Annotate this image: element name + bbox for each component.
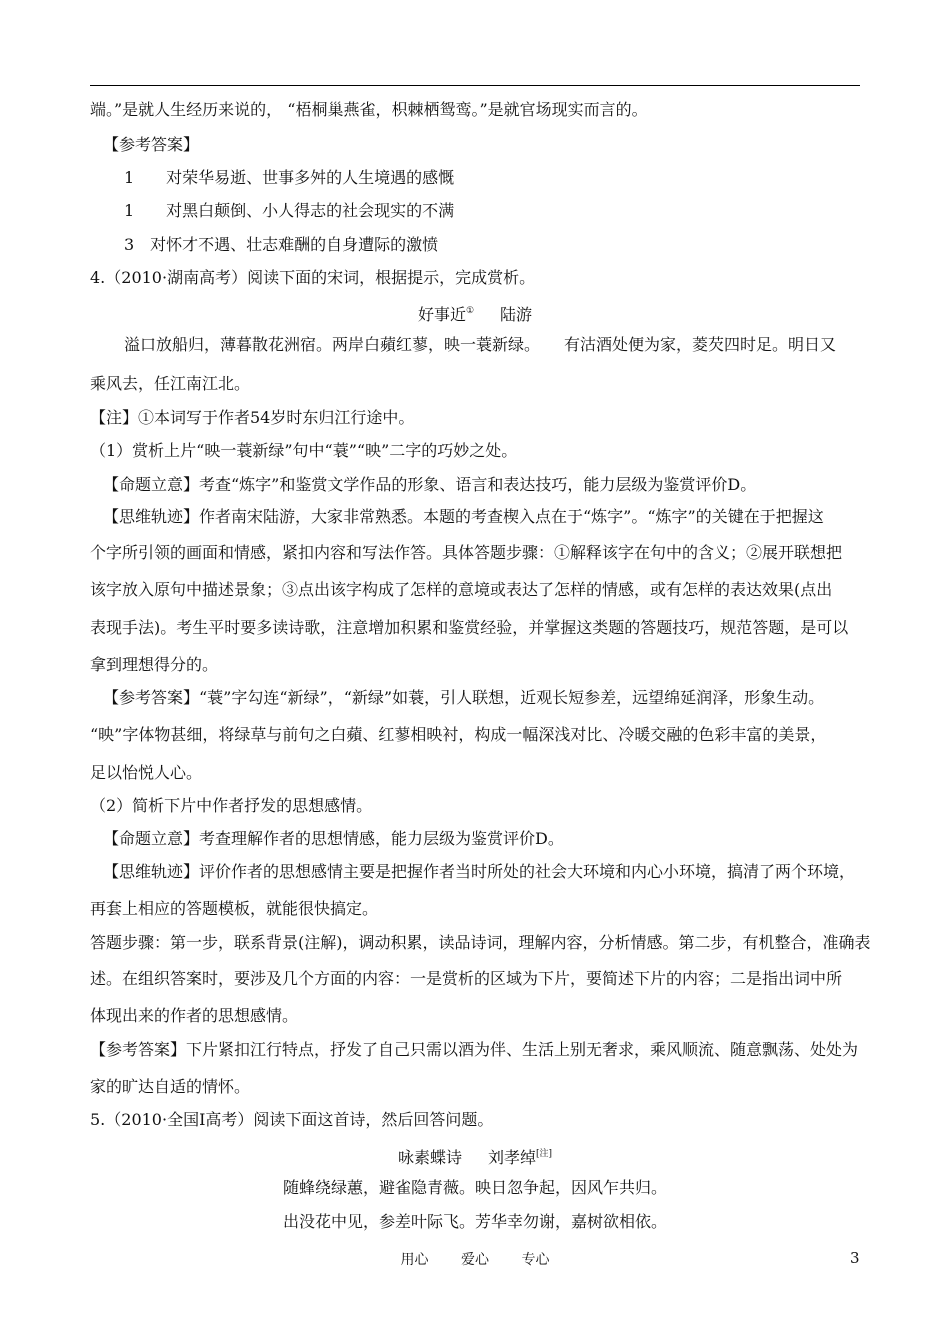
question-heading: 5.（2010·全国Ⅰ高考）阅读下面这首诗，然后回答问题。 bbox=[90, 1110, 494, 1129]
text-line: 端。”是就人生经历来说的， “梧桐巢燕雀，枳棘栖鸳鸾。”是就官场现实而言的。 bbox=[90, 100, 648, 119]
poem-author: 刘孝绰 bbox=[487, 1148, 536, 1167]
poem-text: 出没花中见，参差叶际飞。芳华幸勿谢，嘉树欲相依。 bbox=[282, 1212, 667, 1231]
note-line: 【注】①本词写于作者54岁时东归江行途中。 bbox=[90, 408, 415, 427]
footnote-mark: ① bbox=[465, 306, 475, 316]
footnote-mark: [注] bbox=[536, 1149, 553, 1159]
answer-item: 3 对怀才不遇、壮志难酬的自身遭际的激愤 bbox=[124, 235, 439, 254]
header-rule bbox=[90, 85, 860, 86]
answer-item: 1 对荣华易逝、世事多舛的人生境遇的感慨 bbox=[124, 168, 455, 187]
text-line: 【命题立意】考查理解作者的思想情感，能力层级为鉴赏评价D。 bbox=[103, 829, 564, 848]
text-line: 【命题立意】考查“炼字”和鉴赏文学作品的形象、语言和表达技巧，能力层级为鉴赏评价D。 bbox=[103, 475, 757, 494]
poem-text: 随蜂绕绿蕙，避雀隐青薇。映日忽争起，因风乍共归。 bbox=[282, 1178, 667, 1197]
poem-title-line bbox=[90, 301, 860, 325]
footer-text: 用心 bbox=[400, 1252, 429, 1268]
text-line: 表现手法)。考生平时要多读诗歌，注意增加积累和鉴赏经验，并掌握这类题的答题技巧，规范答题，是可以 bbox=[90, 618, 849, 637]
text-line: 拿到理想得分的。 bbox=[90, 655, 219, 674]
text-line: 再套上相应的答题模板，就能很快搞定。 bbox=[90, 899, 379, 918]
page-number: 3 bbox=[850, 1249, 860, 1267]
page-footer bbox=[0, 1249, 950, 1269]
text-line: 该字放入原句中描述景象；③点出该字构成了怎样的意境或表达了怎样的情感，或有怎样的表达效果(点出 bbox=[90, 580, 833, 599]
sub-question: （1）赏析上片“映一蓑新绿”句中“蓑”“映”二字的巧妙之处。 bbox=[90, 441, 518, 460]
poem-title-line bbox=[90, 1144, 860, 1168]
text-line: 个字所引领的画面和情感，紧扣内容和写法作答。具体答题步骤：①解释该字在句中的含义；②展开联想把 bbox=[90, 543, 843, 562]
answer-item: 1 对黑白颠倒、小人得志的社会现实的不满 bbox=[124, 201, 455, 220]
poem-author: 陆游 bbox=[500, 305, 533, 324]
poem-title: 好事近 bbox=[417, 305, 466, 324]
text-line: 【思维轨迹】评价作者的思想感情主要是把握作者当时所处的社会大环境和内心小环境，搞清了两个环境， bbox=[103, 862, 856, 881]
text-line: 家的旷达自适的情怀。 bbox=[90, 1077, 251, 1096]
question-heading: 4.（2010·湖南高考）阅读下面的宋词，根据提示，完成赏析。 bbox=[90, 268, 536, 287]
text-line: 【参考答案】下片紧扣江行特点，抒发了自己只需以酒为伴、生活上别无奢求，乘风顺流、随意飘荡、处处为 bbox=[90, 1040, 859, 1059]
answer-heading: 【参考答案】 bbox=[103, 135, 200, 154]
text-line: 答题步骤：第一步，联系背景(注解)，调动积累，读品诗词，理解内容，分析情感。第二步，有机整合，准确表 bbox=[90, 933, 871, 952]
sub-question: （2）简析下片中作者抒发的思想感情。 bbox=[90, 796, 373, 815]
text-line: 【参考答案】“蓑”字勾连“新绿”，“新绿”如蓑，引人联想，近观长短参差，远望绵延润泽，形象生动。 bbox=[103, 688, 825, 707]
text-line: “映”字体物甚细，将绿草与前句之白蘋、红蓼相映衬，构成一幅深浅对比、冷暖交融的色彩丰富的美景， bbox=[90, 725, 827, 744]
footer-text: 专心 bbox=[521, 1252, 550, 1268]
poem-title: 咏素蝶诗 bbox=[397, 1148, 462, 1167]
text-line: 体现出来的作者的思想感情。 bbox=[90, 1006, 299, 1025]
poem-text: 乘风去，任江南江北。 bbox=[90, 374, 251, 393]
text-line: 述。在组织答案时，要涉及几个方面的内容：一是赏析的区域为下片，要简述下片的内容；二是指出词中所 bbox=[90, 969, 843, 988]
text-line: 【思维轨迹】作者南宋陆游，大家非常熟悉。本题的考查楔入点在于“炼字”。“炼字”的关键在于把握这 bbox=[103, 507, 824, 526]
footer-text: 爱心 bbox=[461, 1252, 489, 1268]
poem-text: 溢口放船归，薄暮散花洲宿。两岸白蘋红蓼，映一蓑新绿。 有沽酒处便为家，菱芡四时足。明日又 bbox=[124, 335, 837, 354]
text-line: 足以怡悦人心。 bbox=[90, 763, 203, 782]
